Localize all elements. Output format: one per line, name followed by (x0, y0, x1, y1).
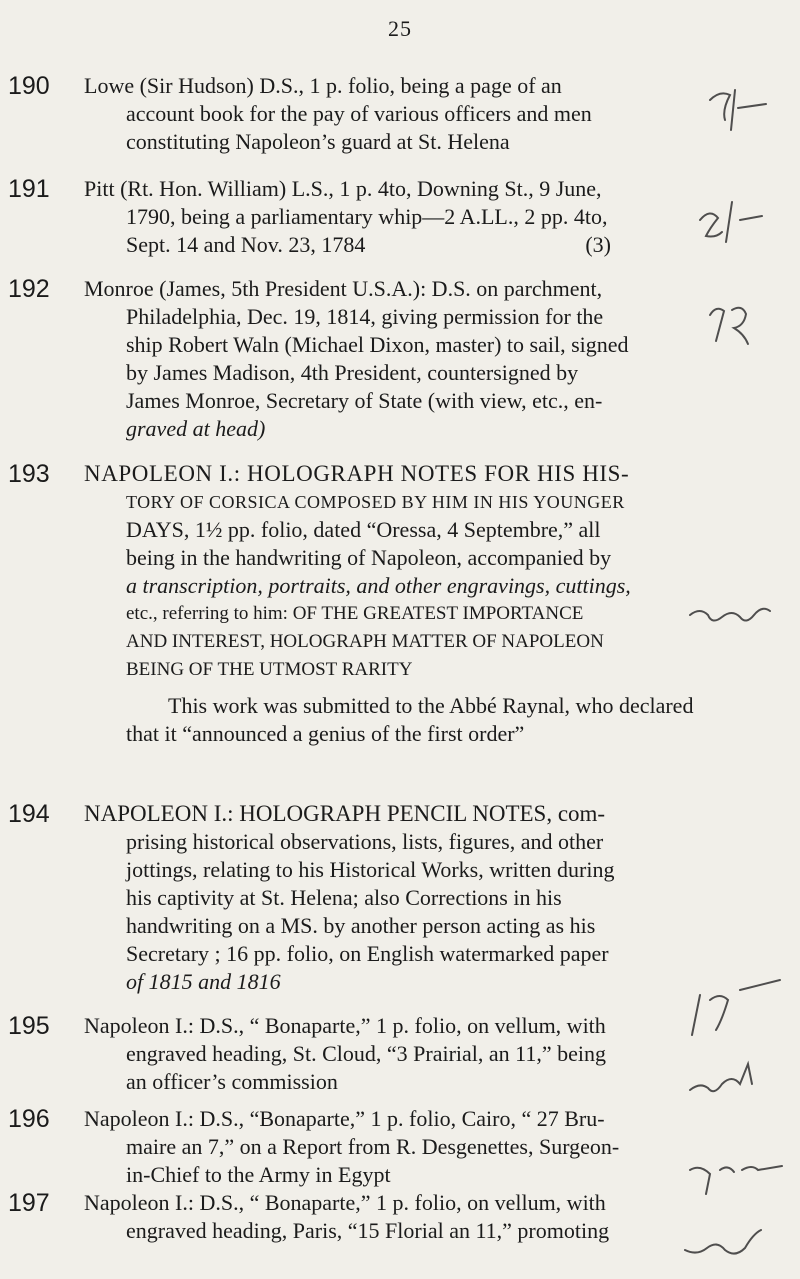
lot-line: by James Madison, 4th President, countersigned by (126, 360, 579, 385)
lot-description (84, 1105, 669, 1189)
lot-note-line: This work was submitted to the Abbé Raynal, who declared (168, 693, 694, 718)
lot-line: in-Chief to the Army in Egypt (126, 1162, 391, 1187)
lot-line: Secretary ; 16 pp. folio, on English watermarked paper (126, 941, 609, 966)
lot-line: jottings, relating to his Historical Works, written during (126, 857, 615, 882)
lot-number: 193 (8, 460, 50, 488)
lot-line: an officer’s commission (126, 1069, 338, 1094)
lot-line: Napoleon I.: D.S., “ Bonaparte,” 1 p. folio, on vellum, with (84, 1190, 606, 1215)
lot-line: AND INTEREST, HOLOGRAPH MATTER OF NAPOLEON (126, 631, 604, 652)
lot-line: NAPOLEON I.: HOLOGRAPH NOTES FOR HIS HIS- (84, 461, 630, 486)
lot-number: 196 (8, 1105, 50, 1133)
lot-line: being in the handwriting of Napoleon, accompanied by (126, 545, 612, 570)
lot-line: 1790, being a parliamentary whip—2 A.LL., 2 pp. 4to, (126, 204, 608, 229)
lot-description (84, 1012, 669, 1096)
margin-handwriting-icon (680, 70, 790, 1270)
lot-line: etc., referring to him: OF THE GREATEST IMPORTANCE (126, 603, 584, 624)
handwritten-price-annotation-icon (680, 70, 795, 1270)
lot-line: NAPOLEON I.: HOLOGRAPH PENCIL NOTES, com- (84, 801, 606, 826)
lot-description (84, 175, 669, 259)
lot-note-line: that it “announced a genius of the first order” (126, 721, 525, 746)
lot-description (84, 275, 669, 443)
lot-line: DAYS, 1½ pp. folio, dated “Oressa, 4 Septembre,” all (126, 517, 601, 542)
lot-description (84, 72, 669, 156)
lot-line: constituting Napoleon’s guard at St. Helena (126, 129, 510, 154)
lot-line: Monroe (James, 5th President U.S.A.): D.S. on parchment, (84, 276, 603, 301)
lot-description (84, 800, 669, 996)
lot-line: Napoleon I.: D.S., “ Bonaparte,” 1 p. folio, on vellum, with (84, 1013, 606, 1038)
lot-line: BEING OF THE UTMOST RARITY (126, 659, 413, 680)
lot-line: TORY OF CORSICA COMPOSED BY HIM IN HIS YOUNGER (126, 492, 625, 512)
lot-number: 192 (8, 275, 50, 303)
lot-description (84, 460, 694, 748)
lot-line: prising historical observations, lists, figures, and other (126, 829, 604, 854)
lot-description (84, 1189, 669, 1245)
lot-line: a transcription, portraits, and other engravings, cuttings, (126, 573, 631, 598)
lot-line: maire an 7,” on a Report from R. Desgenettes, Surgeon- (126, 1134, 620, 1159)
lot-number: 197 (8, 1189, 50, 1217)
lot-line: account book for the pay of various officers and men (126, 101, 592, 126)
lot-number: 190 (8, 72, 50, 100)
lot-line: Lowe (Sir Hudson) D.S., 1 p. folio, being a page of an (84, 73, 562, 98)
lot-number: 194 (8, 800, 50, 828)
lot-line: Napoleon I.: D.S., “Bonaparte,” 1 p. folio, Cairo, “ 27 Bru- (84, 1106, 605, 1131)
lot-line: Sept. 14 and Nov. 23, 1784 (3) (126, 232, 611, 257)
page-number: 25 (388, 16, 412, 41)
lot-note (84, 692, 694, 748)
lot-line: ship Robert Waln (Michael Dixon, master) to sail, signed (126, 332, 629, 357)
lot-line: handwriting on a MS. by another person acting as his (126, 913, 596, 938)
lot-number: 191 (8, 175, 50, 203)
lot-line: engraved heading, St. Cloud, “3 Prairial, an 11,” being (126, 1041, 607, 1066)
lot-number: 195 (8, 1012, 50, 1040)
lot-line: James Monroe, Secretary of State (with view, etc., en- (126, 388, 603, 413)
lot-line: his captivity at St. Helena; also Corrections in his (126, 885, 562, 910)
lot-line: of 1815 and 1816 (126, 969, 281, 994)
lot-line: graved at head) (126, 416, 266, 441)
lot-line: Pitt (Rt. Hon. William) L.S., 1 p. 4to, Downing St., 9 June, (84, 176, 602, 201)
lot-line: engraved heading, Paris, “15 Florial an 11,” promoting (126, 1218, 610, 1243)
lot-line: Philadelphia, Dec. 19, 1814, giving permission for the (126, 304, 604, 329)
